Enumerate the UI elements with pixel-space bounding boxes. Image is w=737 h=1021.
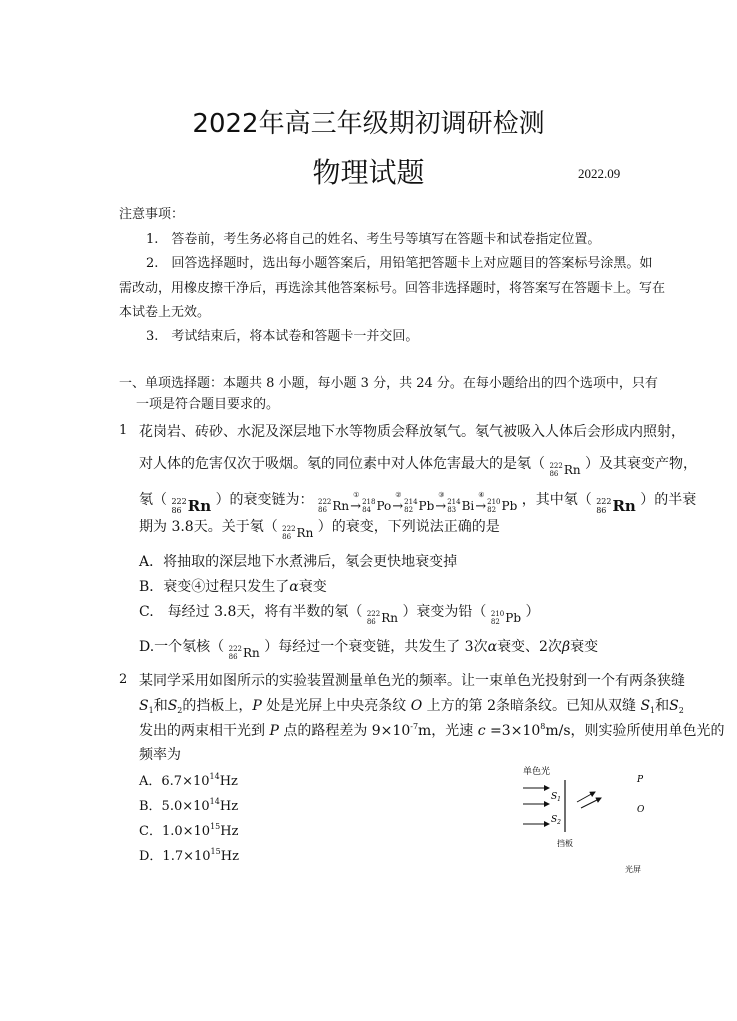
q1-line-2-text: 对人体的危害仅次于吸烟。氡的同位素中对人体危害最大的是氡（ [139, 456, 545, 472]
section-heading-cont: 一项是符合题目要求的。 [136, 397, 280, 412]
rn222-nuclide-large: 222 86 Rn [171, 497, 212, 515]
label-o: O [637, 805, 645, 815]
rn222-nuclide-large-2: 222 86 Rn [596, 497, 636, 515]
q2-number: 2 [119, 672, 128, 687]
q1-line-4-b: ）的衰变，下列说法正确的是 [317, 519, 500, 535]
q2-line-4: 频率为 [139, 747, 181, 763]
label-p: P [637, 775, 644, 785]
q1-line-3-a: 氡（ [139, 492, 167, 508]
q2-line-3: 发出的两束相干光到 P 点的路程差为 $9\times 10^{-7}m$，光速 $c =3\times 10^8m/s$，则实验所使用单色光的 [139, 722, 725, 739]
q1-option-d: D.一个氡核（ 222 86 Rn ）每经过一个衰变链，共发生了 3次α衰变、2次β衰变 [139, 639, 599, 661]
rn222-nuclide: 222 86 Rn [549, 462, 581, 478]
exam-date: 2022.09 [578, 166, 621, 181]
q1-line-4-a: 期为 3.8天。关于氡（ [139, 519, 278, 535]
q1-option-b: B．衰变④过程只发生了α衰变 [139, 579, 327, 595]
notice-heading: 注意事项： [119, 207, 185, 222]
exam-title: 2022年高三年级期初调研检测 [192, 109, 545, 139]
q1-option-c: C. 每经过 3.8天，将有半数的氡（ 222 86 Rn ）衰变为铅（ 210 82 Pb ） [139, 604, 540, 626]
q1-option-a: A．将抽取的深层地下水煮沸后，氡会更快地衰变掉 [139, 554, 458, 570]
notice-item-2-cont: 需改动，用橡皮擦干净后，再选涂其他答案标号。回答非选择题时，将答案写在答题卡上。写在 [119, 281, 666, 296]
label-barrier: 挡板 [557, 839, 573, 848]
notice-item-2: 2. 回答选择题时，选出每小题答案后，用铅笔把答题卡上对应题目的答案标号涂黑。如 [146, 256, 653, 271]
rn222-nuclide-small: 222 86 Rn [282, 525, 314, 541]
q1-line-4 [139, 516, 500, 541]
q2-option-b: B．$5.0\times 10^{14}Hz$ [139, 797, 239, 814]
label-monochromatic-light: 单色光 [523, 767, 551, 777]
section-heading: 一、单项选择题：本题共 8 小题，每小题 3 分，共 24 分。在每小题给出的四个选项中，只有 [119, 376, 658, 391]
q1-line-3-d: ）的半衰 [640, 492, 697, 508]
diffracted-ray-2 [581, 798, 601, 808]
q1-line-2 [139, 453, 697, 478]
double-slit-figure [515, 760, 665, 880]
label-screen: 光屏 [625, 865, 641, 874]
label-s2: $S_2$ [551, 815, 561, 826]
q1-line-2-end: ）及其衰变产物， [585, 456, 698, 472]
decay-chain: 222 86 Rn ① → 218 84 Po ② → 214 82 Pb ③ → 214 83 Bi ④ → 210 82 Pb [318, 490, 518, 514]
q2-option-a: A．$6.7\times 10^{14}Hz$ [139, 772, 238, 789]
label-s1: $S_1$ [551, 792, 561, 803]
q1-line-1: 花岗岩、砖砂、水泥及深层地下水等物质会释放氡气。氡气被吸入人体后会形成内照射， [139, 424, 685, 440]
diffracted-ray-1 [577, 792, 595, 802]
q1-line-3-b: ）的衰变链为： [215, 492, 314, 508]
q2-option-d: D．$1.7\times 10^{15}Hz$ [139, 847, 239, 864]
q2-line-1: 某同学采用如图所示的实验装置测量单色光的频率。让一束单色光投射到一个有两条狭缝 [139, 673, 685, 689]
q2-option-c: C．$1.0\times 10^{15}Hz$ [139, 822, 239, 839]
notice-item-1: 1. 答卷前，考生务必将自己的姓名、考生号等填写在答题卡和试卷指定位置。 [146, 232, 601, 247]
q1-number: 1 [119, 423, 128, 438]
q2-line-2: $S_1$和$S_2$的挡板上，P 处是光屏上中央亮条纹 O 上方的第 2条暗条纹。已知从双缝 $S_1$和$S_2$ [139, 698, 684, 715]
notice-item-2-end: 本试卷上无效。 [119, 305, 211, 320]
q1-line-3 [139, 489, 696, 515]
subject-title: 物理试题 [312, 156, 425, 189]
q1-line-3-c: ，其中氡（ [521, 492, 592, 508]
notice-item-3: 3. 考试结束后，将本试卷和答题卡一并交回。 [146, 329, 419, 344]
